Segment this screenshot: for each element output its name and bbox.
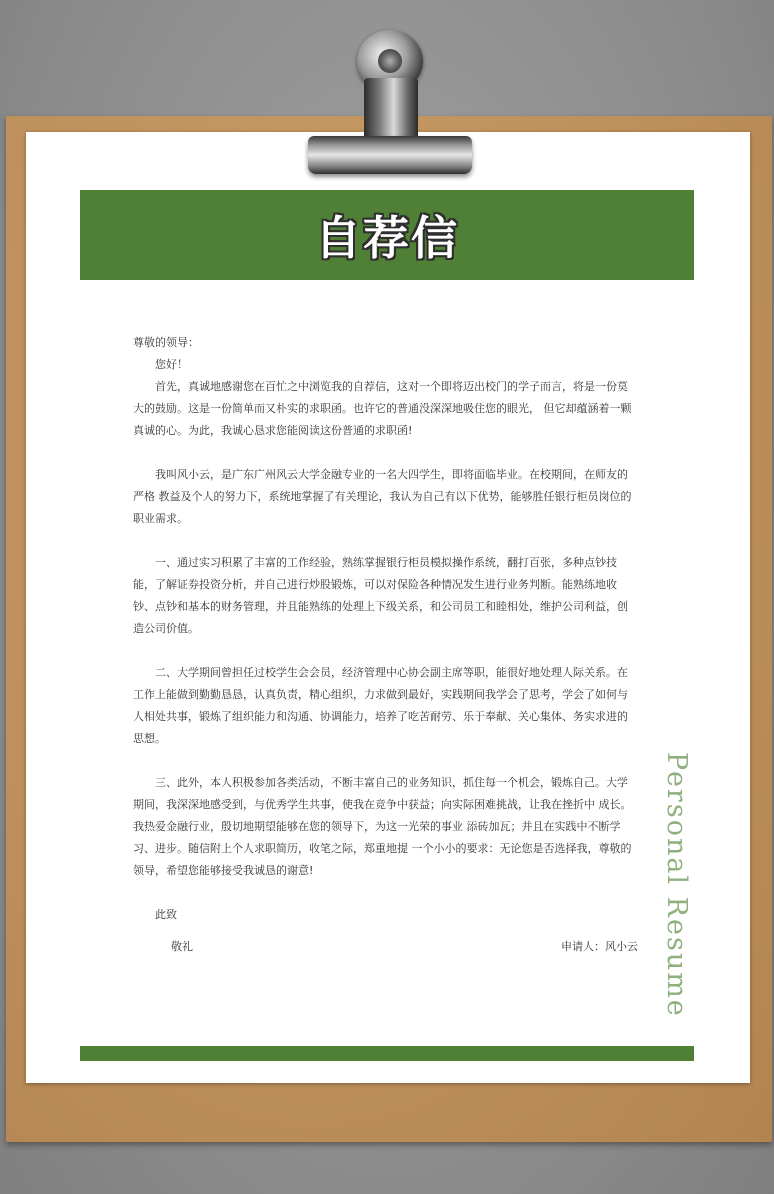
- title-banner: [80, 190, 694, 280]
- letter-body: [133, 332, 638, 958]
- side-title: Personal Resume: [661, 752, 692, 1018]
- applicant-signature: 申请人：风小云: [561, 940, 638, 953]
- paragraph-point-3: 三、此外，本人积极参加各类活动，不断丰富自己的业务知识，抓住每一个机会，锻炼自己。大学期间，我深深地感受到，与优秀学生共事，使我在竞争中获益；向实际困难挑战，让我在挫折中 成长。我热爱金融行业，殷切地期望能够在您的领导下，为这一光荣的事业 添砖加瓦；并且在实践中不断学习、进步。随信附上个人求职简历，收笔之际，郑重地提 一个小小的要求：无论您是否选择我，尊敬的领导，希望您能够接受我诚恳的谢意!: [133, 776, 632, 877]
- regards: 敬礼: [171, 940, 193, 953]
- greeting: 您好！: [155, 358, 188, 371]
- salutation: 尊敬的领导：: [133, 336, 199, 349]
- paragraph-intro: 首先，真诚地感谢您在百忙之中浏览我的自荐信，这对一个即将迈出校门的学子而言，将是一份莫大的鼓励。这是一份简单而又朴实的求职函。也许它的普通没深深地吸住您的眼光， 但它却蕴涵着一颗真诚的心。为此，我诚心恳求您能阅读这份普通的求职函!: [133, 380, 632, 437]
- signature-row: [133, 936, 638, 958]
- footer-bar: [80, 1046, 694, 1061]
- paragraph-point-1: 一、通过实习积累了丰富的工作经验，熟练掌握银行柜员模拟操作系统，翻打百张，多种点钞技能，了解证券投资分析，并自己进行炒股锻炼，可以对保险各种情况发生进行业务判断。能熟练地收钞、点钞和基本的财务管理，并且能熟练的处理上下级关系，和公司员工和睦相处，维护公司利益，创造公司价值。: [133, 556, 628, 635]
- paragraph-self-intro: 我叫风小云，是广东广州风云大学金融专业的一名大四学生，即将面临毕业。在校期间，在师友的严格 教益及个人的努力下，系统地掌握了有关理论，我认为自己有以下优势，能够胜任银行柜员岗位的职业需求。: [133, 468, 632, 525]
- paragraph-point-2: 二、大学期间曾担任过校学生会会员，经济管理中心协会副主席等职，能很好地处理人际关系。在工作上能做到勤勤恳恳，认真负责，精心组织，力求做到最好，实践期间我学会了思考，学会了如何与人相处共事，锻炼了组织能力和沟通、协调能力，培养了吃苦耐劳、乐于奉献、关心集体、务实求进的思想。: [133, 666, 628, 745]
- closing: 此致: [155, 908, 177, 921]
- binder-clip-icon: [300, 26, 480, 176]
- page-title: 自荐信: [315, 211, 459, 265]
